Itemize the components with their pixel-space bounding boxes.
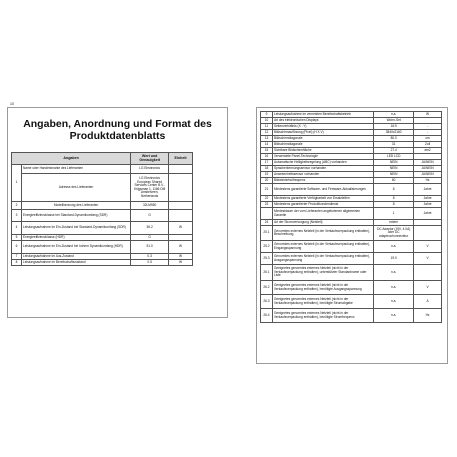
row-value: 0.3 [131, 254, 169, 260]
row-value: 51.0 [131, 241, 169, 254]
table-row [12, 222, 193, 235]
row-unit: Hz [414, 178, 442, 184]
row-label: Name oder Handelsmarke des Lieferanten [21, 165, 130, 174]
row-unit [169, 165, 193, 174]
row-value: extern [374, 220, 414, 226]
table-row [261, 241, 442, 253]
row-value: n.a. [374, 241, 414, 253]
row-value: 32LM550 [131, 202, 169, 210]
row-value: 0.5 [131, 260, 169, 266]
table-row [261, 226, 442, 241]
row-unit: JA/NEIN [414, 160, 442, 166]
row-label: Energieeffizienzklasse bei Standard-Dynamikumfang (SDR) [21, 210, 130, 222]
row-label: Modellkennung des Lieferanten [21, 202, 130, 210]
row-unit: A [414, 295, 442, 309]
row-unit: V [414, 253, 442, 265]
row-number: 26.2 [261, 281, 273, 295]
row-number: 5 [12, 235, 22, 241]
header-wert: Wert und Genauigkeit [131, 153, 169, 165]
row-label: Mindestens garantierter Produktkundendienst [272, 202, 373, 208]
row-label: Adresse des Lieferanten [21, 174, 130, 202]
row-value: n.a. [374, 265, 414, 281]
row-value: NEIN [374, 172, 414, 178]
right-data-table [260, 111, 442, 323]
row-number: 22 [261, 196, 273, 202]
row-value: 80.0 [374, 136, 414, 142]
table-row [261, 208, 442, 220]
row-unit [169, 202, 193, 210]
table-row [261, 281, 442, 295]
row-label: Leistungsaufnahme im Ein-Zustand bei hohem Dynamikumfang (HDR) [21, 241, 130, 254]
row-number: 17 [261, 160, 273, 166]
row-unit: Zoll [414, 142, 442, 148]
row-number: 25.2 [261, 241, 273, 253]
row-value: 31 [374, 142, 414, 148]
table-row [12, 241, 193, 254]
row-label: Geeignetes genormtes externes Netzteil (nicht in der Verkaufsverpackung enthalten), benötigte Ausgangsspannung [272, 281, 373, 295]
row-value: DC Adaptor (19V, 4.0A) oder DC adapteur/connecteur [374, 226, 414, 241]
row-number: 13 [261, 136, 273, 142]
row-value: n.a. [374, 309, 414, 323]
row-unit: - [414, 130, 442, 136]
row-unit: W [414, 112, 442, 118]
row-unit: Jahre [414, 196, 442, 202]
row-value: Wohn-Set [374, 118, 414, 124]
row-unit: JA/NEIN [414, 166, 442, 172]
header-angaben: Angaben [12, 153, 131, 165]
row-label: Mindestens garantierte Software- und Firmware-Aktualisierungen [272, 184, 373, 196]
row-number: 21 [261, 184, 273, 196]
row-label: Automatische Helligkeitsregelung (ABC) vorhanden [272, 160, 373, 166]
row-unit: - [414, 124, 442, 130]
row-value: LG Electronics [131, 165, 169, 174]
row-label: Mindestdauer der vom Lieferanten angebotenen allgemeinen Garantie [272, 208, 373, 220]
row-label: Bildschirmdiagonale [272, 142, 373, 148]
table-row [261, 184, 442, 196]
row-label: Anwesenheitssensor vorhanden [272, 172, 373, 178]
row-label: Art des elektronischen Displays [272, 118, 373, 124]
row-unit: JA/NEIN [414, 172, 442, 178]
table-row [12, 202, 193, 210]
row-unit: W [169, 241, 193, 254]
header-einheit: Einheit [169, 153, 193, 165]
document-title-line-2: Produktdatenblatts [69, 130, 166, 142]
row-label: Verwendete Panel-Technologie [272, 154, 373, 160]
row-unit: V [414, 281, 442, 295]
row-number [261, 208, 273, 220]
row-number: 15 [261, 148, 273, 154]
row-value: n.a. [374, 295, 414, 309]
row-value: 8 [374, 184, 414, 196]
row-label: Energieeffizienzklasse (HDR) [21, 235, 130, 241]
row-unit: W [169, 260, 193, 266]
row-value: LG Electronics European Shared Services Center B.V., Krijgsman 1, 1186 DM Amstelveen, Netherlands [131, 174, 169, 202]
table-row [12, 260, 193, 266]
row-number: 25.3 [261, 253, 273, 265]
row-value: 3840x2160 [374, 130, 414, 136]
document-title-line-1: Angaben, Anordnung und Format des [23, 118, 212, 130]
row-number: 12 [261, 130, 273, 136]
page-number: 10 [10, 102, 14, 106]
row-value: 60 [374, 178, 414, 184]
table-row [261, 309, 442, 323]
row-number: 26.3 [261, 295, 273, 309]
row-unit: Hz [414, 309, 442, 323]
table-row [12, 165, 193, 174]
row-label: Leistungsaufnahme im Bereitschaftszustand [21, 260, 130, 266]
row-unit [414, 265, 442, 281]
row-value: 8 [374, 202, 414, 208]
row-label: Bildschirmdiagonale [272, 136, 373, 142]
row-number: 24 [261, 220, 273, 226]
row-value: G [131, 235, 169, 241]
row-number: 7 [12, 254, 22, 260]
row-label: Mindestens garantierte Verfügbarkeit von Ersatzteilen [272, 196, 373, 202]
row-number: 14 [261, 142, 273, 148]
row-unit: dm2 [414, 148, 442, 154]
row-label: Genormtes externes Netzteil (in der Verkaufsverpackung enthalten), Beschreibung [272, 226, 373, 241]
row-value: LED LCD [374, 154, 414, 160]
row-unit [169, 210, 193, 222]
row-number: 10 [261, 118, 273, 124]
row-number: 20 [261, 178, 273, 184]
row-label: Seitenverhältnis (X : Y) [272, 124, 373, 130]
row-label: Sichtbare Bildschirmfläche [272, 148, 373, 154]
row-value: 19.0 [374, 253, 414, 265]
row-unit: Jahre [414, 184, 442, 196]
table-row [261, 265, 442, 281]
row-label: Leistungsaufnahme im Ein-Zustand bei Standard-Dynamikumfang (SDR) [21, 222, 130, 235]
row-label: Art der Stromversorgung (Netzteil) [272, 220, 373, 226]
row-number: 18 [261, 166, 273, 172]
row-label: Geeignetes genormtes externes Netzteil (nicht in der Verkaufsverpackung enthalten), benötigte Stromfrequenz [272, 309, 373, 323]
row-number: 3 [12, 210, 22, 222]
row-label: Leistungsaufnahme im Aus-Zustand [21, 254, 130, 260]
row-unit: cm [414, 136, 442, 142]
row-label: Geeignetes genormtes externes Netzteil (nicht in der Verkaufsverpackung enthalten), benötigte Stromabgabe [272, 295, 373, 309]
row-value: 16:9 [374, 124, 414, 130]
row-number: 4 [12, 222, 22, 235]
row-unit: W [169, 222, 193, 235]
row-value: 27.4 [374, 148, 414, 154]
row-number: 26.1 [261, 265, 273, 281]
table-row [12, 174, 193, 202]
row-unit: Jahre [414, 202, 442, 208]
row-number: 16 [261, 154, 273, 160]
row-label: Geeignetes genormtes externes Netzteil (nicht in der Verkaufsverpackung enthalten), unterstützter Standardname oder Liste [272, 265, 373, 281]
table-row [12, 210, 193, 222]
row-label: Leistungsaufnahme im vernetzten Bereitschaftsbetrieb [272, 112, 373, 118]
row-number: 8 [12, 260, 22, 266]
row-unit: V [414, 241, 442, 253]
row-label: Genormtes externes Netzteil (in der Verkaufsverpackung enthalten), Eingangsspannung [272, 241, 373, 253]
left-data-table [11, 152, 193, 266]
row-label: Genormtes externes Netzteil (in der Verkaufsverpackung enthalten), Ausgangsspannung [272, 253, 373, 265]
table-row [261, 295, 442, 309]
row-value: 36.2 [131, 222, 169, 235]
row-unit [414, 226, 442, 241]
row-number: 25.1 [261, 226, 273, 241]
row-value: n.a. [374, 281, 414, 295]
row-number: 6 [12, 241, 22, 254]
row-unit [169, 174, 193, 202]
row-number: 26.4 [261, 309, 273, 323]
row-value: n.a. [374, 112, 414, 118]
row-label: Bildwiederholfrequenz [272, 178, 373, 184]
row-unit: W [169, 254, 193, 260]
row-unit: Jahre [414, 208, 442, 220]
row-number: 1 [12, 165, 22, 202]
row-value: G [131, 210, 169, 222]
row-value: NEIN [374, 160, 414, 166]
row-label: Bildschirmauflösung (Pixel) (H X V) [272, 130, 373, 136]
row-number: 11 [261, 124, 273, 130]
row-value: 8 [374, 196, 414, 202]
row-number: 23 [261, 202, 273, 208]
row-number: 2 [12, 202, 22, 210]
row-value: 1 [374, 208, 414, 220]
table-row [261, 253, 442, 265]
row-value: NEIN [374, 166, 414, 172]
row-label: Spracherkennungssensor vorhanden [272, 166, 373, 172]
row-number: 9 [261, 112, 273, 118]
row-number: 19 [261, 172, 273, 178]
